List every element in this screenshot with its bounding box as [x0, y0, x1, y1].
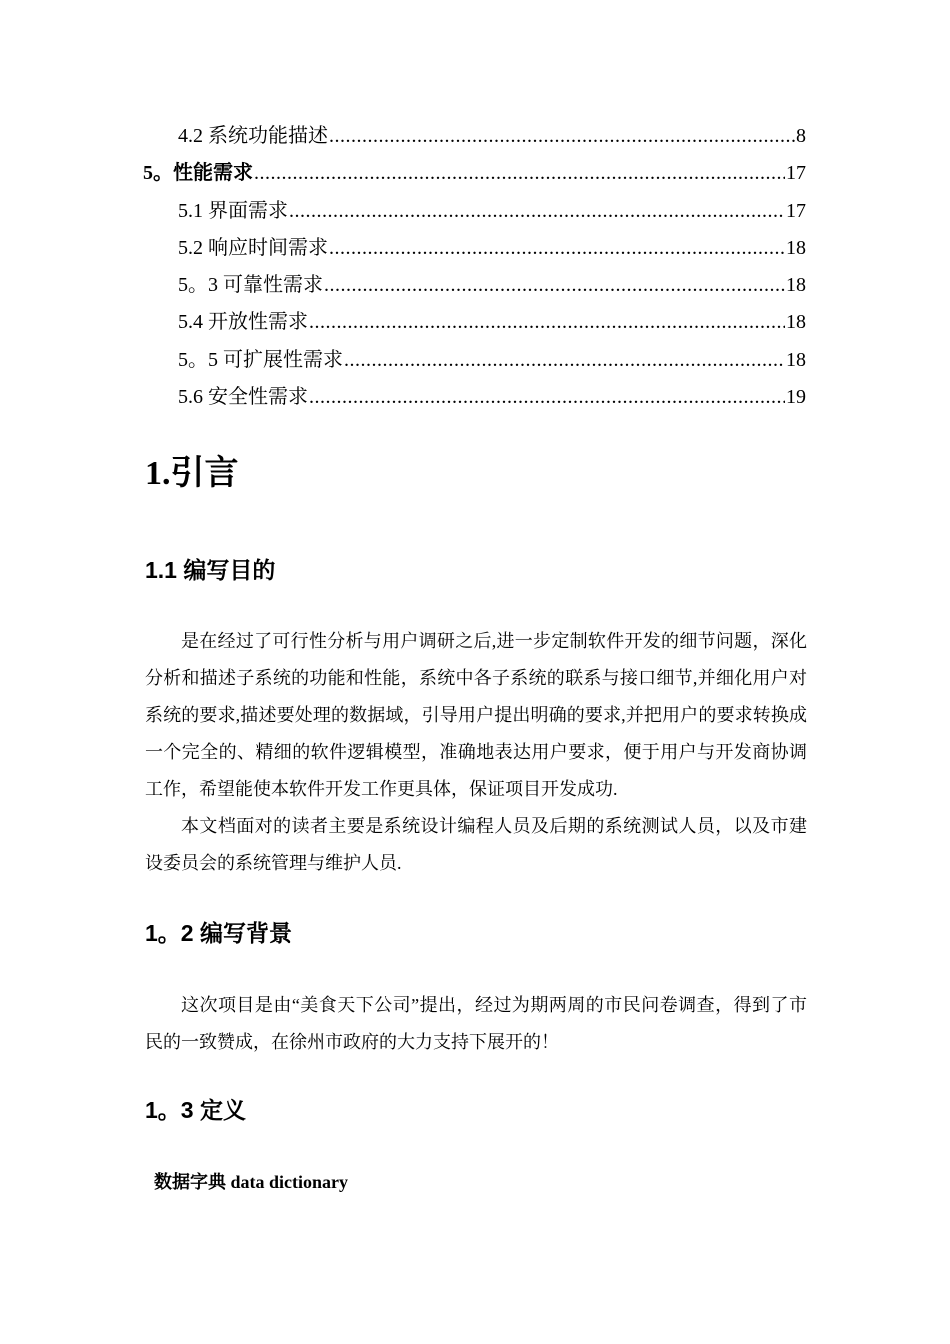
- toc-leader-dots: [324, 271, 785, 299]
- toc-entry[interactable]: [143, 159, 806, 196]
- toc-leader-dots: [329, 122, 795, 150]
- toc-entry-page: 18: [786, 236, 806, 259]
- subsection-heading-definitions: 1。3 定义: [145, 1097, 246, 1123]
- toc-entry[interactable]: [143, 308, 806, 345]
- toc-entry-page: 8: [796, 125, 806, 147]
- toc-entry[interactable]: [143, 234, 806, 271]
- purpose-paragraph: 是在经过了可行性分析与用户调研之后,进一步定制软件开发的细节问题，深化分析和描述子系统的功能和性能，系统中各子系统的联系与接口细节,并细化用户对系统的要求,描述要处理的数据域，引导用户提出明确的要求,并把用户的要求转换成一个完全的、精细的软件逻辑模型，准确地表达用户要求，便于用户与开发商协调工作，希望能使本软件开发工作更具体，保证项目开发成功.: [145, 631, 807, 799]
- toc-entry-title: 4.2 系统功能描述: [178, 125, 328, 147]
- toc-entry-title: 5。5 可扩展性需求: [178, 348, 343, 371]
- subsection-heading-background: 1。2 编写背景: [145, 920, 292, 946]
- toc-entry-page: 19: [786, 386, 806, 409]
- background-paragraph: 这次项目是由“美食天下公司”提出，经过为期两周的市民问卷调查，得到了市民的一致赞成，在徐州市政府的大力支持下展开的！: [145, 995, 807, 1052]
- audience-paragraph: 本文档面对的读者主要是系统设计编程人员及后期的系统测试人员，以及市建设委员会的系统管理与维护人员.: [145, 816, 807, 873]
- definition-term: 数据字典 data dictionary: [154, 1172, 349, 1192]
- toc-entry-title: 5.1 界面需求: [178, 199, 288, 222]
- toc-leader-dots: [329, 234, 785, 262]
- toc-entry[interactable]: [143, 271, 806, 308]
- toc-entry-title: 5。性能需求: [143, 162, 253, 185]
- table-of-contents: [143, 122, 806, 420]
- toc-leader-dots: [309, 383, 785, 411]
- toc-entry-page: 17: [786, 199, 806, 222]
- toc-entry[interactable]: [143, 383, 806, 420]
- toc-leader-dots: [344, 346, 785, 374]
- toc-entry[interactable]: [143, 197, 806, 234]
- subsection-heading-purpose: 1.1 编写目的: [145, 557, 276, 583]
- toc-entry-title: 5。3 可靠性需求: [178, 274, 323, 297]
- toc-entry-title: 5.2 响应时间需求: [178, 236, 328, 259]
- toc-entry-title: 5.4 开放性需求: [178, 311, 308, 334]
- toc-entry-page: 18: [786, 274, 806, 297]
- section-heading-introduction: 1.引言: [145, 455, 239, 492]
- toc-entry-page: 18: [786, 311, 806, 334]
- toc-leader-dots: [309, 308, 785, 336]
- toc-entry-page: 17: [786, 162, 806, 185]
- toc-leader-dots: [254, 159, 785, 187]
- toc-entry-page: 18: [786, 348, 806, 371]
- toc-leader-dots: [289, 197, 785, 225]
- toc-entry-title: 5.6 安全性需求: [178, 386, 308, 409]
- toc-entry[interactable]: [143, 122, 806, 159]
- toc-entry[interactable]: [143, 346, 806, 383]
